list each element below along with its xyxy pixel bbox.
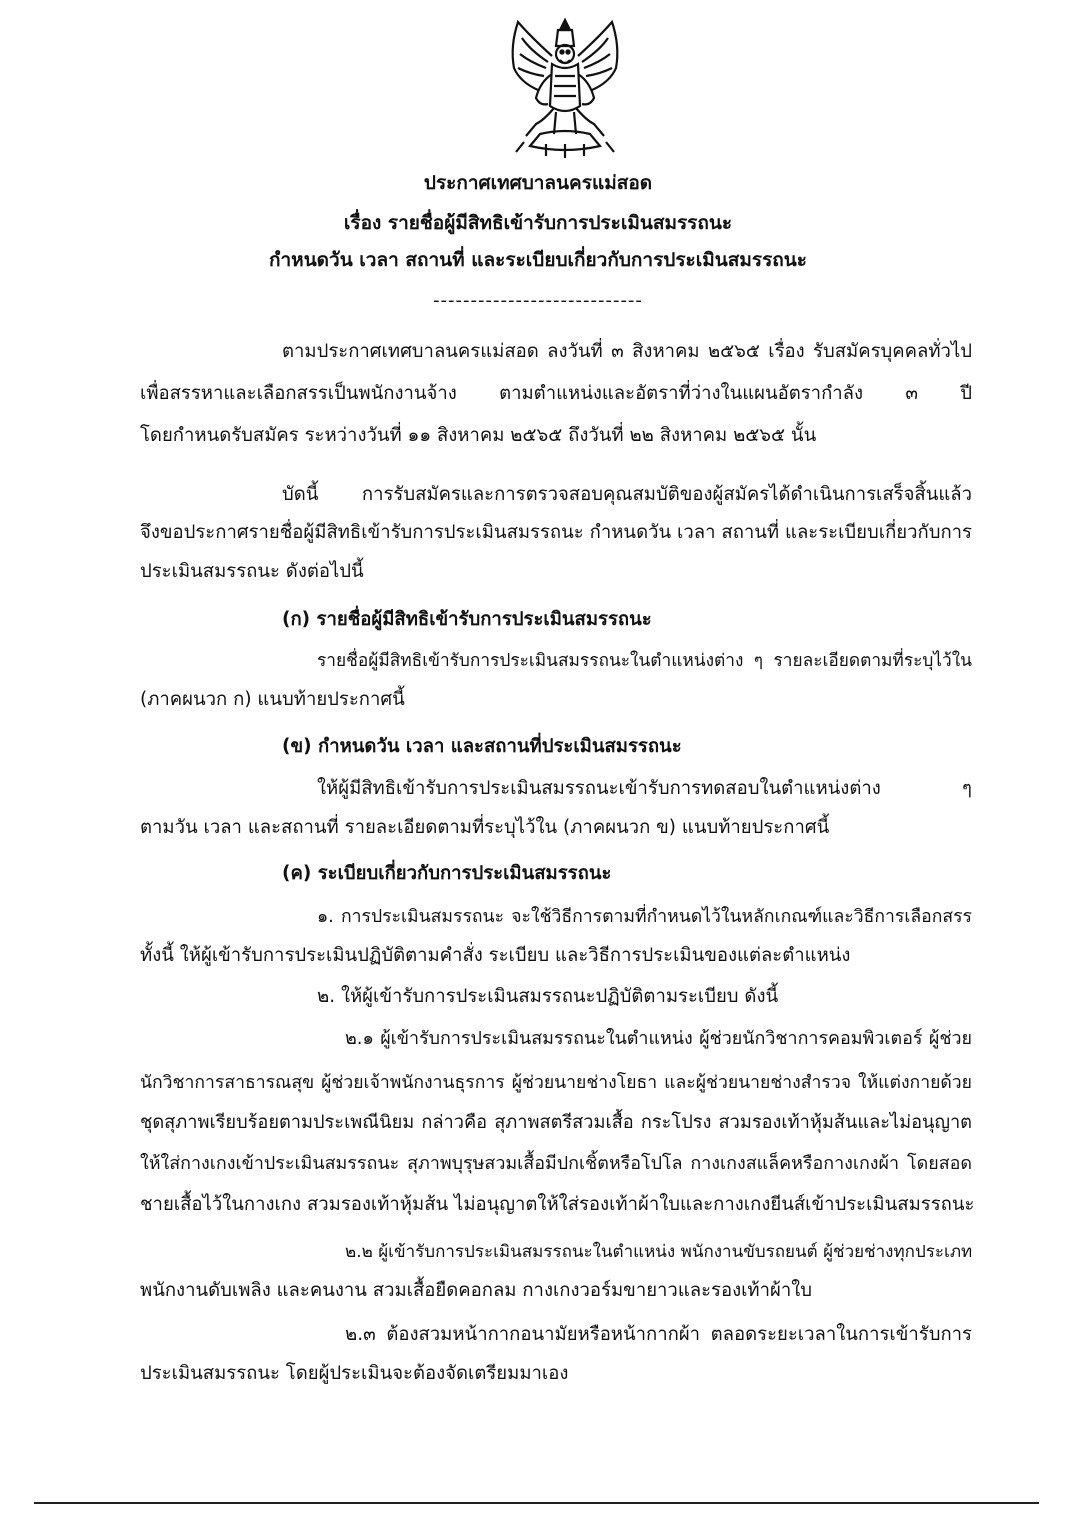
paragraph-line: ๒. ให้ผู้เข้ารับการประเมินสมรรถนะปฏิบัติตามระเบียบ ดังนี้ [317,986,779,1007]
announcement-title: ประกาศเทศบาลนครแม่สอด [423,172,653,194]
paragraph-line: จึงขอประกาศรายชื่อผู้มีสิทธิเข้ารับการประเมินสมรรถนะ กำหนดวัน เวลา สถานที่ และระเบียบเกี่ยวกับการ [140,522,972,543]
paragraph-line: ให้ผู้มีสิทธิเข้ารับการประเมินสมรรถนะเข้ารับการทดสอบในตำแหน่งต่าง ๆ [317,778,972,799]
paragraph-line: ให้ใส่กางเกงเข้าประเมินสมรรถนะ สุภาพบุรุษสวมเสื้อมีปกเชิ้ตหรือโปโล กางเกงสแล็คหรือกางเกงผ้า โดยสอด [140,1153,972,1174]
paragraph-line: ๒.๒ ผู้เข้ารับการประเมินสมรรถนะในตำแหน่ง พนักงานขับรถยนต์ ผู้ช่วยช่างทุกประเภท [345,1242,973,1262]
paragraph-line: ทั้งนี้ ให้ผู้เข้ารับการประเมินปฏิบัติตามคำสั่ง ระเบียบ และวิธีการประเมินของแต่ละตำแหน่ง [140,945,851,966]
announcement-subject-line2: กำหนดวัน เวลา สถานที่ และระเบียบเกี่ยวกับการประเมินสมรรถนะ [269,249,807,271]
paragraph-line: ตามประกาศเทศบาลนครแม่สอด ลงวันที่ ๓ สิงหาคม ๒๕๖๕ เรื่อง รับสมัครบุคคลทั่วไป [282,341,972,362]
paragraph-line: โดยกำหนดรับสมัคร ระหว่างวันที่ ๑๑ สิงหาคม ๒๕๖๕ ถึงวันที่ ๒๒ สิงหาคม ๒๕๖๕ นั้น [140,425,817,446]
section-c-heading: (ค) ระเบียบเกี่ยวกับการประเมินสมรรถนะ [282,863,612,884]
paragraph-line: ประเมินสมรรถนะ ดังต่อไปนี้ [140,561,364,582]
paragraph-line: ๒.๑ ผู้เข้ารับการประเมินสมรรถนะในตำแหน่ง ผู้ช่วยนักวิชาการคอมพิวเตอร์ ผู้ช่วย [345,1028,972,1049]
section-b-heading: (ข) กำหนดวัน เวลา และสถานที่ประเมินสมรรถนะ [282,736,682,757]
paragraph-line: (ภาคผนวก ก) แนบท้ายประกาศนี้ [140,689,405,710]
garuda-emblem-icon [500,16,630,161]
paragraph-line: บัดนี้ การรับสมัครและการตรวจสอบคุณสมบัติของผู้สมัครได้ดำเนินการเสร็จสิ้นแล้ว [282,484,972,505]
paragraph-line: พนักงานดับเพลิง และคนงาน สวมเสื้อยืดคอกลม กางเกงวอร์มขายาวและรองเท้าผ้าใบ [140,1280,813,1301]
paragraph-line: ประเมินสมรรถนะ โดยผู้ประเมินจะต้องจัดเตรียมมาเอง [140,1363,569,1384]
paragraph-line: ๑. การประเมินสมรรถนะ จะใช้วิธีการตามที่กำหนดไว้ในหลักเกณฑ์และวิธีการเลือกสรร [317,907,972,927]
section-a-heading: (ก) รายชื่อผู้มีสิทธิเข้ารับการประเมินสมรรถนะ [282,609,652,630]
header-separator: ---------------------------- [433,290,643,311]
announcement-subject: เรื่อง รายชื่อผู้มีสิทธิเข้ารับการประเมินสมรรถนะ [343,212,733,234]
paragraph-line: ตามวัน เวลา และสถานที่ รายละเอียดตามที่ระบุไว้ใน (ภาคผนวก ข) แนบท้ายประกาศนี้ [140,817,830,838]
page-bottom-rule [34,1502,1039,1504]
paragraph-line: เพื่อสรรหาและเลือกสรรเป็นพนักงานจ้าง ตามตำแหน่งและอัตราที่ว่างในแผนอัตรากำลัง ๓ ปี [140,383,972,404]
paragraph-line: รายชื่อผู้มีสิทธิเข้ารับการประเมินสมรรถนะในตำแหน่งต่าง ๆ รายละเอียดตามที่ระบุไว้ใน [317,651,972,671]
paragraph-line: ๒.๓ ต้องสวมหน้ากากอนามัยหรือหน้ากากผ้า ตลอดระยะเวลาในการเข้ารับการ [345,1324,972,1345]
paragraph-line: ชุดสุภาพเรียบร้อยตามประเพณีนิยม กล่าวคือ สุภาพสตรีสวมเสื้อ กระโปรง สวมรองเท้าหุ้มส้นและไม่อนุญาต [140,1112,972,1133]
paragraph-line: นักวิชาการสาธารณสุข ผู้ช่วยเจ้าพนักงานธุรการ ผู้ช่วยนายช่างโยธา และผู้ช่วยนายช่างสำรวจ ให้แต่งกายด้วย [140,1073,972,1093]
paragraph-line: ชายเสื้อไว้ในกางเกง สวมรองเท้าหุ้มส้น ไม่อนุญาตให้ใส่รองเท้าผ้าใบและกางเกงยีนส์เข้าประเมินสมรรถนะ [140,1194,975,1215]
